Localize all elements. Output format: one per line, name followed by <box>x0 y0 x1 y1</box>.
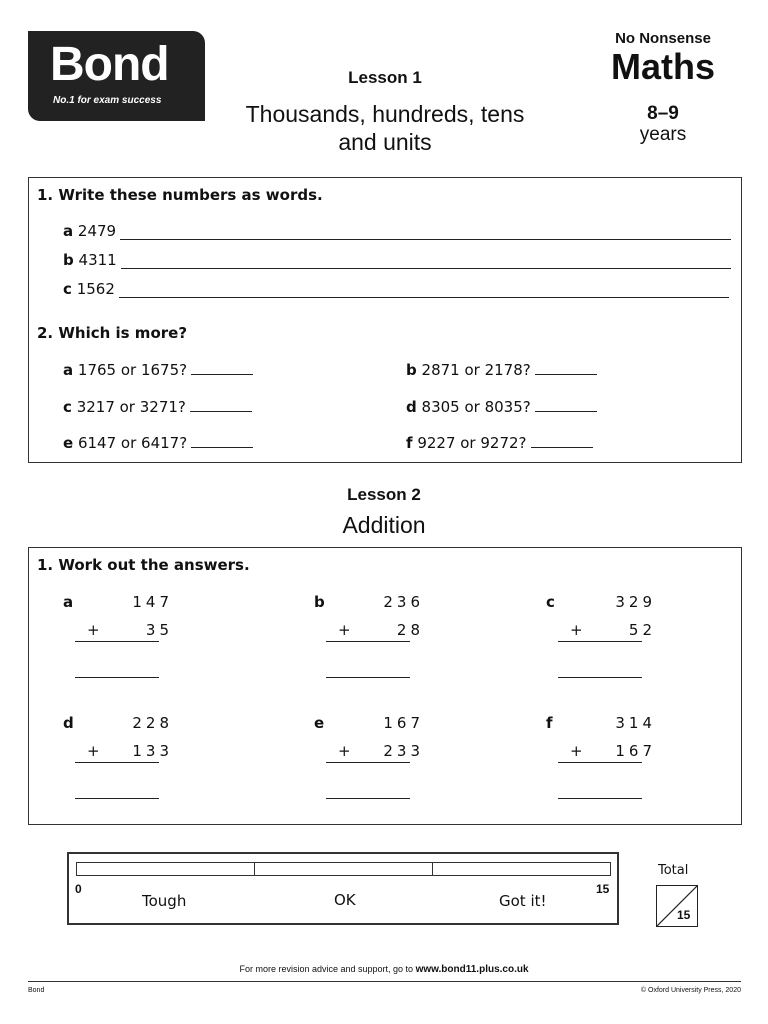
item-letter: b <box>406 361 417 379</box>
answer-line[interactable] <box>191 433 253 448</box>
item-letter: e <box>314 714 325 732</box>
series-title: Maths <box>610 46 715 87</box>
answer-line[interactable] <box>120 225 731 240</box>
progress-min: 0 <box>75 882 82 896</box>
answer-line[interactable] <box>558 798 642 799</box>
progress-box <box>67 852 619 925</box>
item-text: 9227 or 9272? <box>417 434 527 452</box>
answer-line[interactable] <box>119 283 729 298</box>
plus-sign: + <box>338 742 351 760</box>
footer-left: Bond <box>28 987 45 994</box>
answer-line[interactable] <box>121 254 731 269</box>
footer-link[interactable]: www.bond11.plus.co.uk <box>415 964 529 975</box>
item-text: 8305 or 8035? <box>421 398 531 416</box>
answer-line[interactable] <box>531 433 593 448</box>
series-sub: No Nonsense <box>615 30 711 47</box>
item-number: 1562 <box>76 280 115 298</box>
answer-line[interactable] <box>75 798 159 799</box>
answer-line[interactable] <box>326 677 410 678</box>
addend-top: 329 <box>615 593 656 611</box>
answer-line[interactable] <box>326 798 410 799</box>
answer-line[interactable] <box>535 360 597 375</box>
question-1-prompt: 1. Work out the answers. <box>37 556 250 574</box>
item-letter: a <box>63 361 74 379</box>
answer-line[interactable] <box>558 677 642 678</box>
total-label: Total <box>658 863 689 878</box>
age-range: 8–9 <box>647 103 679 124</box>
compare-item-d <box>406 397 597 416</box>
item-text: 3217 or 3271? <box>76 398 186 416</box>
progress-bar[interactable] <box>76 862 611 876</box>
total-out-of: 15 <box>677 908 691 922</box>
item-letter: b <box>314 593 325 611</box>
total-score-box[interactable] <box>656 885 698 927</box>
item-letter: c <box>546 593 555 611</box>
sum-rule <box>326 762 410 763</box>
footer-copyright: © Oxford University Press, 2020 <box>640 987 741 994</box>
item-text: 1765 or 1675? <box>77 361 188 379</box>
sum-rule <box>75 762 159 763</box>
lesson1-label: Lesson 1 <box>348 68 422 87</box>
item-letter: e <box>63 434 74 452</box>
number-word-row-b <box>63 251 731 269</box>
compare-item-f <box>406 433 593 452</box>
addend-bottom: 233 <box>383 742 424 760</box>
sum-rule <box>558 641 642 642</box>
addend-top: 167 <box>383 714 424 732</box>
item-letter: f <box>546 714 553 732</box>
item-letter: a <box>63 593 74 611</box>
sum-rule <box>75 641 159 642</box>
item-number: 2479 <box>77 222 117 240</box>
lesson1-title-line1: Thousands, hundreds, tens <box>245 101 525 127</box>
item-letter: d <box>63 714 74 732</box>
rating-ok: OK <box>334 891 356 909</box>
addend-bottom: 167 <box>615 742 656 760</box>
rating-got-it: Got it! <box>499 892 547 910</box>
lesson2-title: Addition <box>342 512 426 538</box>
question-2-prompt: 2. Which is more? <box>37 324 188 342</box>
compare-item-e <box>63 433 253 452</box>
footer-advice-text: For more revision advice and support, go to <box>239 964 414 974</box>
item-letter: a <box>63 222 74 240</box>
answer-line[interactable] <box>190 397 252 412</box>
item-text: 6147 or 6417? <box>77 434 188 452</box>
compare-item-a <box>63 360 253 379</box>
addend-top: 236 <box>383 593 424 611</box>
sum-rule <box>326 641 410 642</box>
compare-item-b <box>406 360 597 379</box>
item-letter: b <box>63 251 74 269</box>
addend-top: 314 <box>615 714 656 732</box>
addend-bottom: 133 <box>132 742 173 760</box>
rating-tough: Tough <box>142 892 187 910</box>
addend-bottom: 28 <box>396 621 424 639</box>
number-word-row-a <box>63 222 731 240</box>
progress-divider <box>254 863 255 875</box>
plus-sign: + <box>87 621 100 639</box>
addend-top: 147 <box>132 593 173 611</box>
age-unit: years <box>639 124 687 145</box>
answer-line[interactable] <box>75 677 159 678</box>
lesson1-title-line2: and units <box>338 129 432 155</box>
compare-item-c <box>63 397 252 416</box>
plus-sign: + <box>570 742 583 760</box>
item-letter: f <box>406 434 413 452</box>
footer-advice <box>0 964 768 975</box>
answer-line[interactable] <box>535 397 597 412</box>
lesson2-label: Lesson 2 <box>347 485 421 504</box>
answer-line[interactable] <box>191 360 253 375</box>
item-number: 4311 <box>78 251 117 269</box>
item-text: 2871 or 2178? <box>421 361 531 379</box>
addend-top: 228 <box>132 714 173 732</box>
logo-name: Bond <box>50 38 169 91</box>
question-1-prompt: 1. Write these numbers as words. <box>37 186 323 204</box>
plus-sign: + <box>570 621 583 639</box>
logo-tagline: No.1 for exam success <box>53 95 162 106</box>
progress-max: 15 <box>596 882 610 896</box>
lesson1-title <box>215 100 555 156</box>
sum-rule <box>558 762 642 763</box>
plus-sign: + <box>87 742 100 760</box>
addend-bottom: 52 <box>628 621 656 639</box>
footer-divider <box>28 981 741 982</box>
number-word-row-c <box>63 280 729 298</box>
progress-divider <box>432 863 433 875</box>
lesson1-box <box>28 177 742 463</box>
lesson2-box <box>28 547 742 825</box>
addend-bottom: 35 <box>145 621 173 639</box>
bond-logo <box>28 31 205 121</box>
item-letter: c <box>63 280 72 298</box>
item-letter: c <box>63 398 72 416</box>
item-letter: d <box>406 398 417 416</box>
plus-sign: + <box>338 621 351 639</box>
